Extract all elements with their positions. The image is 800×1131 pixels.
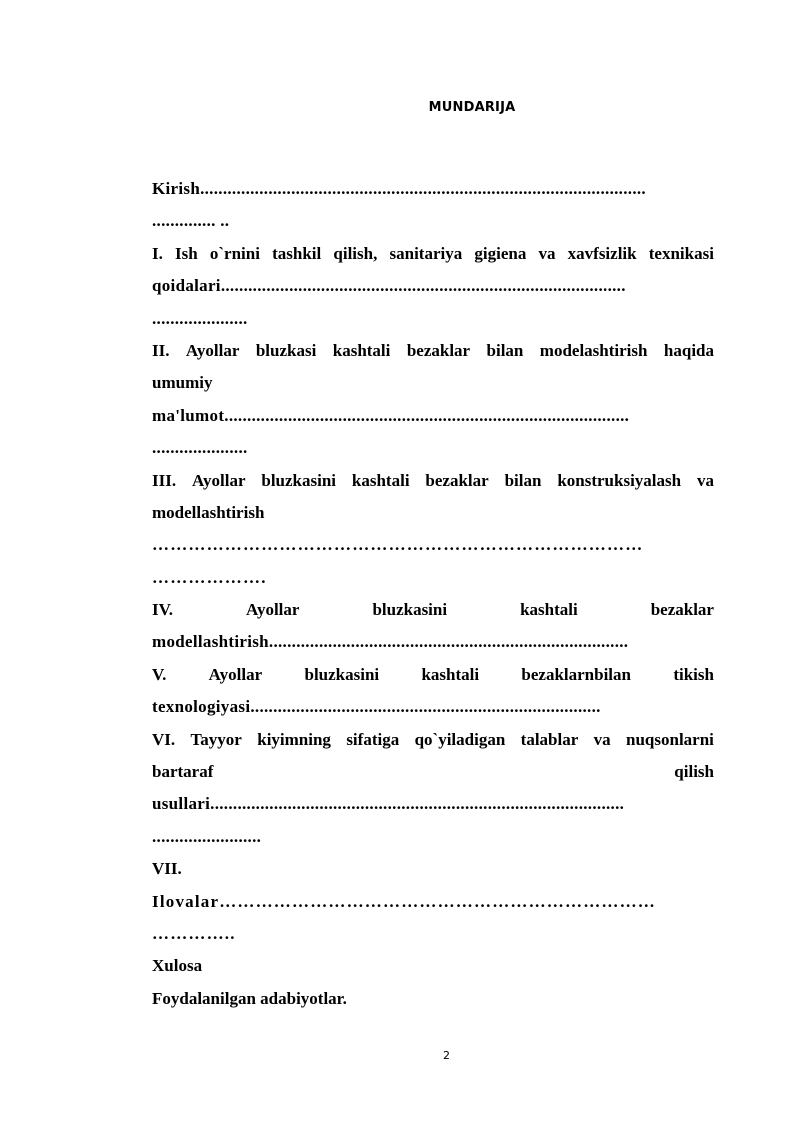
toc-word: konstruksiyalash (557, 470, 682, 490)
toc-entry-2 (152, 335, 714, 367)
page-number: 2 (443, 1049, 450, 1062)
toc-word: Ayollar (245, 600, 300, 620)
toc-entry-5 (152, 659, 714, 691)
toc-word: bartaraf (152, 762, 214, 782)
toc-word: tashkil (272, 243, 322, 263)
toc-word: Ayollar (208, 664, 263, 684)
toc-word: Ayollar (191, 470, 246, 490)
toc-word: II. (152, 340, 170, 360)
toc-word: sifatiga (346, 729, 400, 749)
toc-word: Ayollar (185, 340, 240, 360)
toc-word: bluzkasini (372, 600, 448, 620)
toc-word: texnikasi (648, 243, 714, 263)
toc-entry-5-cont: texnologiyasi............................................................................. (152, 697, 601, 717)
toc-entry-1-cont: qoidalari......................................................................................... (152, 276, 626, 296)
toc-entry-7-cont: ………….. (152, 923, 236, 943)
toc-word: va (593, 729, 611, 749)
toc-entry-7: VII. (152, 859, 182, 879)
toc-entry-xulosa: Xulosa (152, 956, 203, 976)
toc-entry-4 (152, 594, 714, 626)
toc-word: va (696, 470, 714, 490)
toc-entry-7-cont: Ilovalar……………………………………………………………… (152, 891, 657, 911)
toc-word: bezaklarnbilan (521, 664, 631, 684)
toc-entry-3-cont: ……………………………………………………………………… (152, 535, 644, 555)
toc-word: o`rnini (209, 243, 260, 263)
toc-word: nuqsonlarni (626, 729, 714, 749)
toc-word: VI. (152, 729, 176, 749)
toc-entry-6 (152, 724, 714, 756)
toc-entry-2-cont: umumiy (152, 373, 213, 393)
toc-entry-6-cont (152, 756, 714, 788)
toc-word: va (538, 243, 556, 263)
toc-entry-2-cont: ..................... (152, 438, 248, 458)
toc-word: Tayyor (190, 729, 242, 749)
toc-word: tikish (673, 664, 714, 684)
toc-entry-4-cont: modellashtirish............................................................................... (152, 632, 629, 652)
toc-word: kashtali (520, 600, 578, 620)
toc-entry-6-cont: usullari........................................................................................... (152, 794, 625, 814)
toc-word: bluzkasini (261, 470, 337, 490)
toc-entry-1 (152, 238, 714, 270)
toc-entry-2-cont: ma'lumot......................................................................................... (152, 405, 630, 425)
toc-entry-1-cont: ..................... (152, 308, 248, 328)
toc-word: Ish (175, 243, 198, 263)
toc-word: bluzkasi (255, 340, 317, 360)
toc-word: bilan (486, 340, 524, 360)
toc-entry-kirish: Kirish.................................................................................................. (152, 179, 646, 198)
toc-word: I. (152, 243, 163, 263)
toc-word: qilish (674, 762, 714, 782)
toc-word: bezaklar (425, 470, 489, 490)
toc-word: kiyimning (257, 729, 331, 749)
table-of-contents (152, 173, 714, 1015)
toc-word: V. (152, 664, 167, 684)
toc-entry-3-cont: modellashtirish (152, 502, 265, 522)
toc-word: kashtali (332, 340, 391, 360)
toc-word: modelashtirish (539, 340, 648, 360)
toc-entry-adabiyotlar: Foydalanilgan adabiyotlar. (152, 988, 347, 1008)
toc-word: xavfsizlik (567, 243, 637, 263)
toc-word: qilish, (333, 243, 378, 263)
toc-word: kashtali (421, 664, 480, 684)
toc-word: gigiena (474, 243, 527, 263)
toc-entry-3 (152, 465, 714, 497)
toc-entry-kirish-cont: .............. .. (152, 211, 230, 231)
page-title: MUNDARIJA (428, 100, 516, 115)
toc-word: haqida (663, 340, 714, 360)
toc-word: bezaklar (650, 600, 714, 620)
toc-entry-6-cont: ........................ (152, 826, 262, 846)
toc-word: IV. (152, 600, 173, 620)
toc-word: qo`yiladigan (414, 729, 506, 749)
toc-word: bluzkasini (304, 664, 380, 684)
toc-word: bezaklar (406, 340, 471, 360)
toc-entry-3-cont: ………………. (152, 567, 267, 587)
toc-word: talablar (520, 729, 579, 749)
toc-word: sanitariya (389, 243, 463, 263)
toc-word: III. (152, 470, 177, 490)
toc-word: kashtali (351, 470, 410, 490)
toc-word: bilan (504, 470, 542, 490)
